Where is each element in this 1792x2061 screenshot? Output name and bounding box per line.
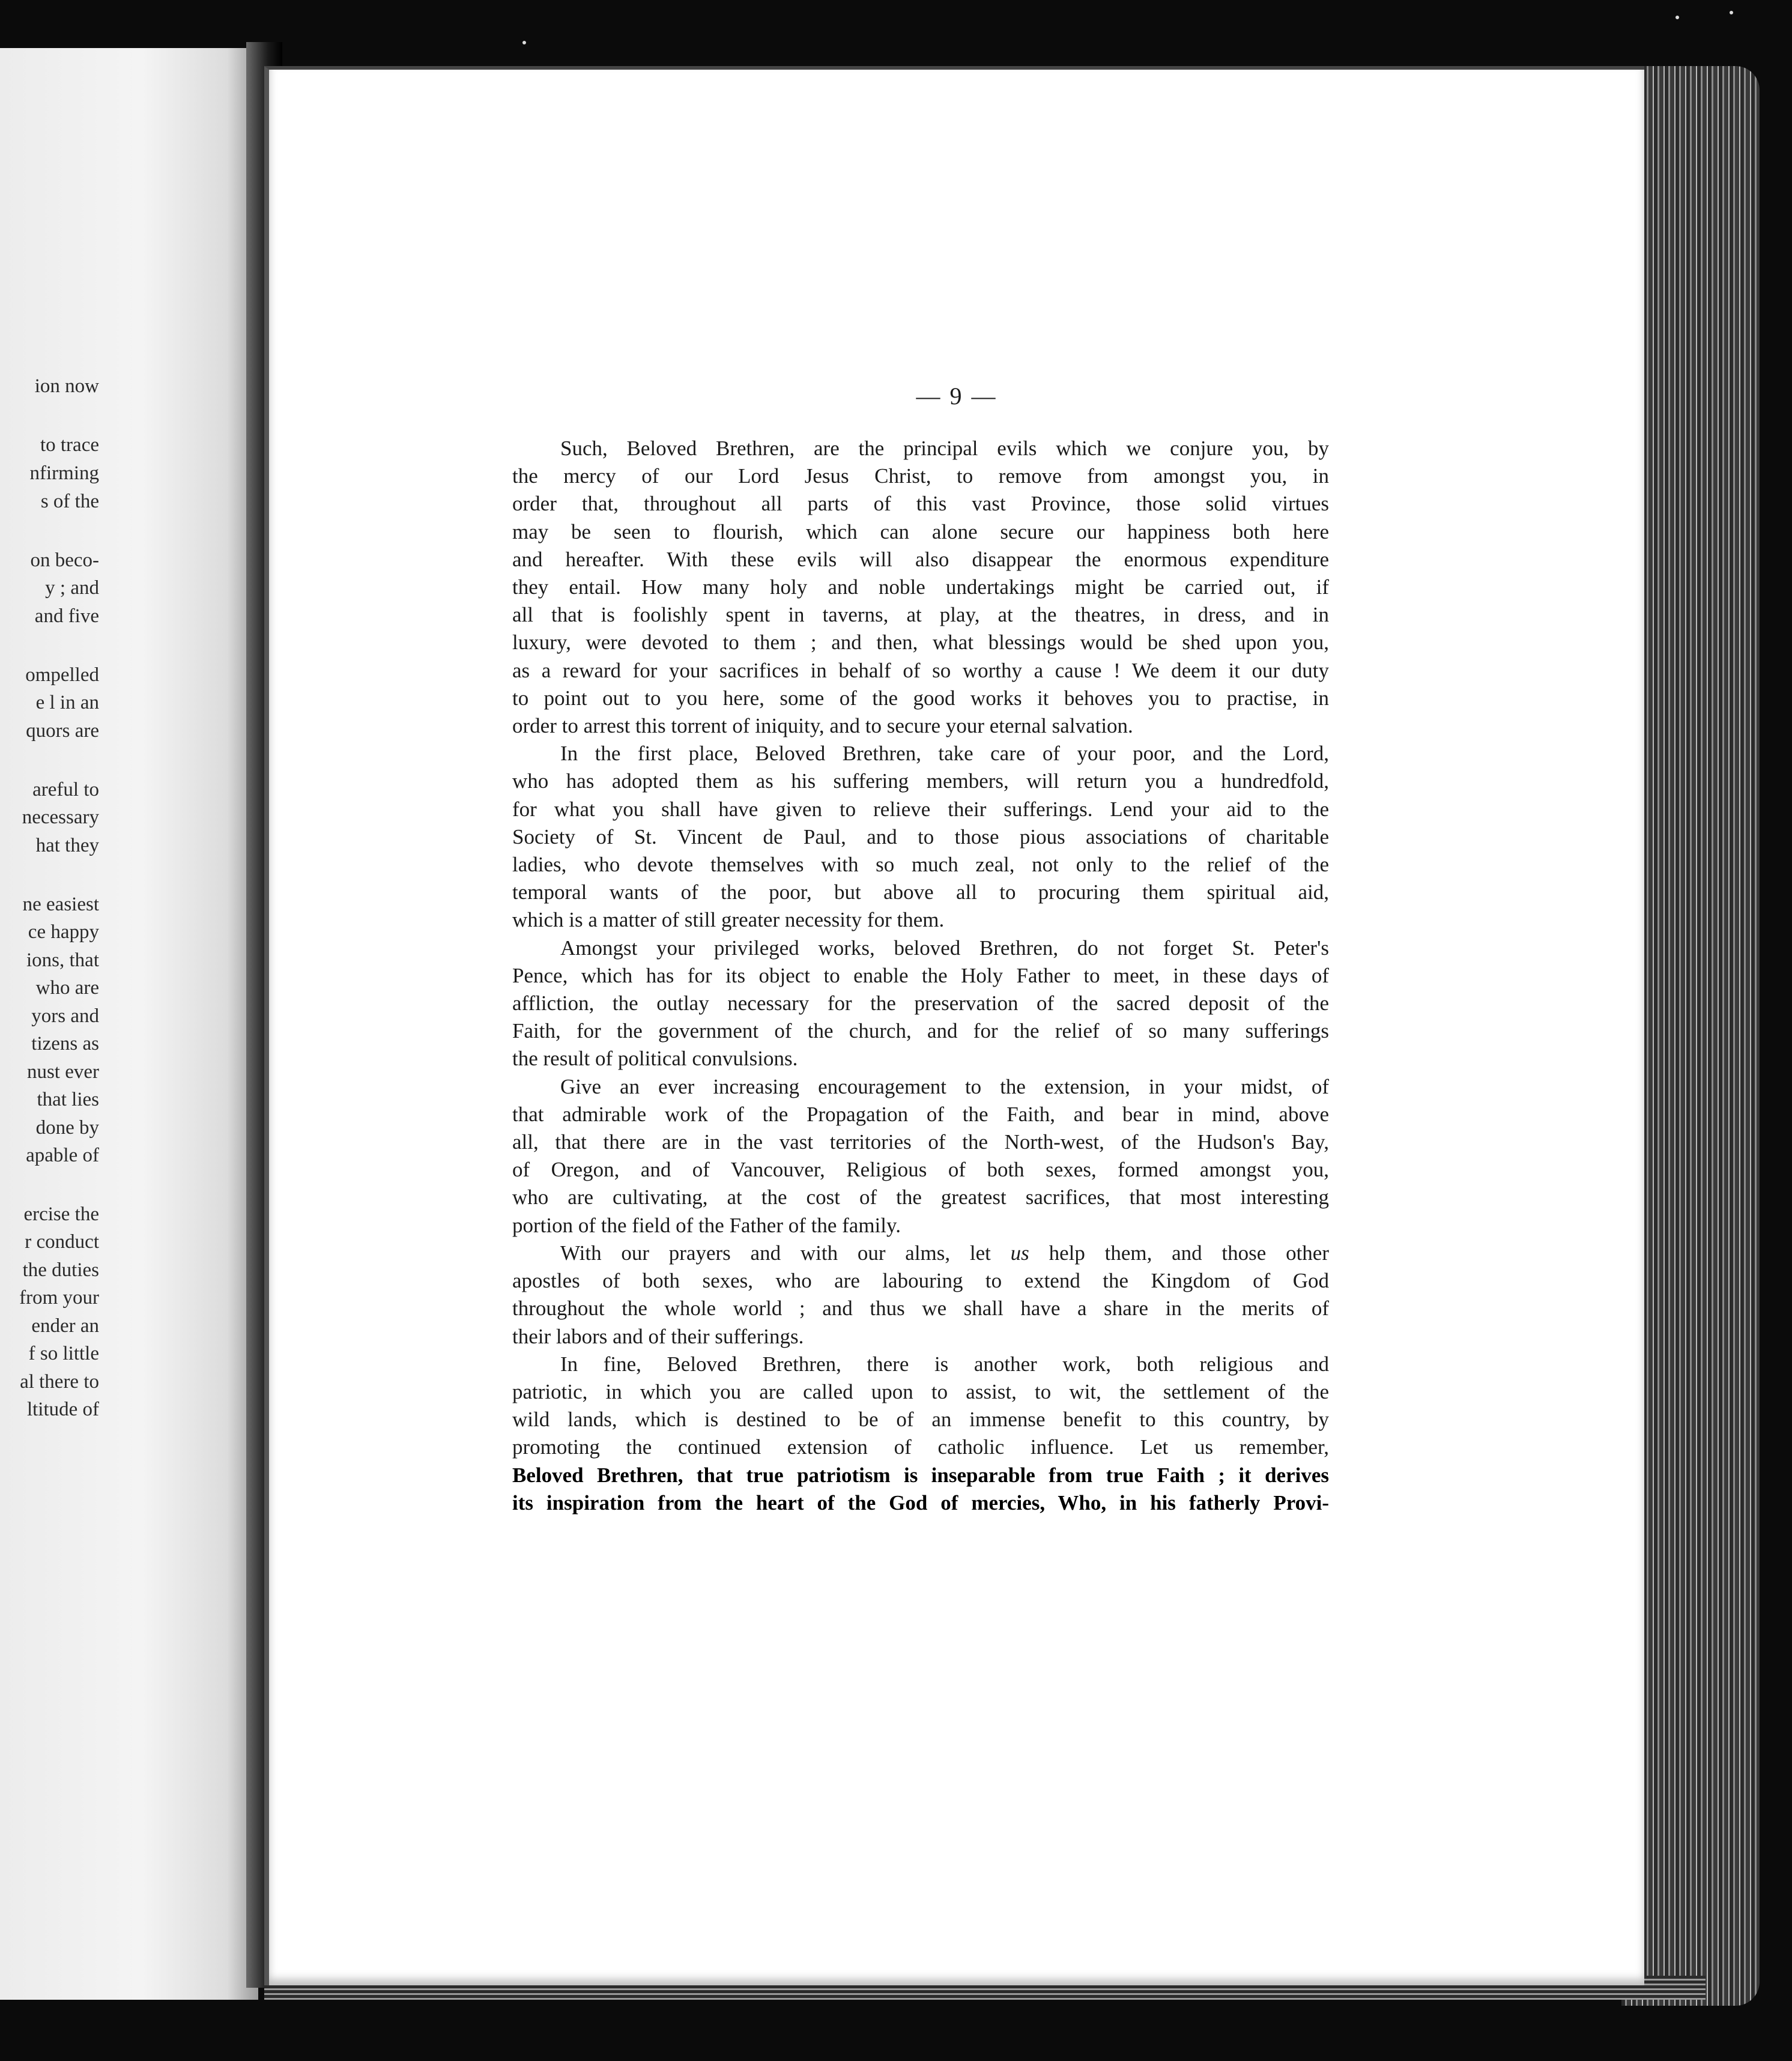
text-line: all, that there are in the vast territories of the North-west, of the Hudson's Bay, (512, 1130, 1329, 1154)
left-page-line: from your (19, 1287, 99, 1309)
left-page-line: ltitude of (26, 1399, 99, 1420)
left-page-line: ions, that (26, 949, 99, 971)
left-page-line: who are (35, 977, 99, 999)
text-line: who has adopted them as his suffering members, will return you a hundredfold, (512, 769, 1329, 793)
text-line: In fine, Beloved Brethren, there is another work, both religious and (560, 1352, 1329, 1376)
text-line: Faith, for the government of the church, and for the relief of so many sufferings (512, 1019, 1329, 1043)
left-page-line: on beco- (30, 549, 99, 571)
text-line: In the first place, Beloved Brethren, take care of your poor, and the Lord, (560, 742, 1329, 766)
left-page-line: e l in an (35, 692, 99, 713)
left-page-line: yors and (31, 1005, 99, 1027)
left-page-text-fragments (0, 48, 99, 2000)
left-page-line: s of the (40, 491, 99, 512)
text-line: Pence, which has for its object to enable the Holy Father to meet, in these days of (512, 963, 1329, 987)
text-line: Give an ever increasing encouragement to the extension, in your midst, of (560, 1074, 1329, 1098)
text-line: their labors and of their sufferings. (512, 1324, 804, 1348)
text-line: the mercy of our Lord Jesus Christ, to remove from amongst you, in (512, 464, 1329, 488)
text-line: Society of St. Vincent de Paul, and to those pious associations of charitable (512, 825, 1329, 849)
text-line: which is a matter of still greater necessity for them. (512, 908, 945, 932)
text-line: may be seen to flourish, which can alone secure our happiness both here (512, 519, 1329, 543)
text-line: who are cultivating, at the cost of the greatest sacrifices, that most interesting (512, 1185, 1329, 1209)
page-number: — 9 — (916, 383, 997, 410)
text-line: its inspiration from the heart of the God of mercies, Who, in his fatherly Provi- (512, 1491, 1329, 1515)
left-page-line: areful to (32, 779, 99, 800)
text-line: all that is foolishly spent in taverns, at play, at the theatres, in dress, and in (512, 603, 1329, 627)
text-line: promoting the continued extension of catholic influence. Let us remember, (512, 1435, 1329, 1459)
text-line: apostles of both sexes, who are labouring to extend the Kingdom of God (512, 1269, 1329, 1293)
text-line: order that, throughout all parts of this vast Province, those solid virtues (512, 492, 1329, 516)
document-body-text (512, 435, 1329, 1517)
left-page-line: al there to (20, 1371, 99, 1393)
text-line: as a reward for your sacrifices in behalf of so worthy a cause ! We deem it our duty (512, 658, 1329, 682)
text-line: temporal wants of the poor, but above all to procuring them spiritual aid, (512, 880, 1329, 904)
left-page-line: necessary (22, 807, 99, 828)
left-page-line: ne easiest (22, 894, 99, 915)
text-line: affliction, the outlay necessary for the preservation of the sacred deposit of the (512, 991, 1329, 1015)
document-page (264, 66, 1644, 1985)
left-page-line: ercise the (23, 1203, 99, 1225)
left-page-line: f so little (28, 1343, 99, 1364)
left-page-line: that lies (37, 1089, 99, 1110)
text-line (512, 1239, 1329, 1267)
left-page-line: and five (34, 605, 99, 627)
left-page-line: tizens as (31, 1033, 99, 1055)
left-page-line: r conduct (25, 1231, 99, 1253)
text-line: of Oregon, and of Vancouver, Religious of both sexes, formed amongst you, (512, 1158, 1329, 1182)
text-line: patriotic, in which you are called upon to assist, to wit, the settlement of the (512, 1379, 1329, 1403)
left-page-line: ce happy (28, 921, 99, 943)
left-page-line: ompelled (25, 664, 99, 686)
text-segment: help them, and those other (1029, 1241, 1329, 1265)
left-page-line: done by (35, 1117, 99, 1139)
text-line: wild lands, which is destined to be of an immense benefit to this country, by (512, 1408, 1329, 1432)
left-page-line: nust ever (26, 1061, 99, 1083)
text-line: Beloved Brethren, that true patriotism is inseparable from true Faith ; it derives (512, 1463, 1329, 1487)
left-page-line: the duties (22, 1259, 99, 1281)
text-line: luxury, were devoted to them ; and then, what blessings would be shed upon you, (512, 631, 1329, 655)
left-page-line: nfirming (29, 462, 99, 484)
left-page-line: quors are (26, 720, 99, 742)
text-line: order to arrest this torrent of iniquity, and to secure your eternal salvation. (512, 714, 1133, 738)
text-line: they entail. How many holy and noble undertakings might be carried out, if (512, 575, 1329, 599)
text-line: to point out to you here, some of the good works it behoves you to practise, in (512, 686, 1329, 710)
facing-left-page (0, 48, 258, 2000)
film-speck (522, 41, 526, 44)
left-page-line: hat they (35, 835, 99, 856)
text-line: for what you shall have given to relieve their sufferings. Lend your aid to the (512, 797, 1329, 821)
left-page-line: to trace (40, 434, 99, 456)
text-line: ladies, who devote themselves with so much zeal, not only to the relief of the (512, 853, 1329, 877)
text-line: Such, Beloved Brethren, are the principal evils which we conjure you, by (560, 437, 1329, 460)
text-line: throughout the whole world ; and thus we shall have a share in the merits of (512, 1297, 1329, 1321)
left-page-line: ender an (31, 1315, 99, 1337)
film-speck (1730, 11, 1733, 14)
text-line: and hereafter. With these evils will also disappear the enormous expenditure (512, 547, 1329, 571)
text-line: that admirable work of the Propagation of the Faith, and bear in mind, above (512, 1102, 1329, 1126)
left-page-line: y ; and (45, 577, 99, 599)
text-line: the result of political convulsions. (512, 1047, 798, 1071)
italic-word: us (1010, 1241, 1029, 1265)
text-line: portion of the field of the Father of the family. (512, 1213, 901, 1237)
text-line: Amongst your privileged works, beloved Brethren, do not forget St. Peter's (560, 936, 1329, 960)
left-page-line: apable of (26, 1145, 99, 1166)
text-segment: With our prayers and with our alms, let (560, 1241, 1011, 1265)
film-speck (1675, 16, 1679, 19)
left-page-line: ion now (34, 375, 99, 397)
